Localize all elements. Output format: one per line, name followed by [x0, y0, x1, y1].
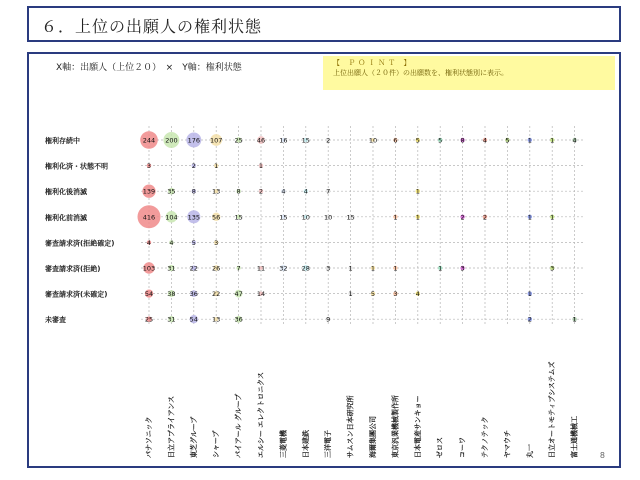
data-label: 31 [167, 315, 176, 324]
row-label: 審査請求済(未確定) [45, 290, 108, 299]
data-label: 54 [144, 290, 154, 299]
data-label: 1 [527, 136, 532, 145]
data-label: 16 [279, 136, 288, 145]
data-label: 5 [438, 136, 443, 145]
data-label: 3 [146, 162, 152, 171]
column-label: 日立アプライアンス [167, 395, 176, 458]
column-label: 海爾集團公司 [369, 416, 377, 458]
column-label: ゼロス [436, 437, 445, 458]
column-label: 富士通機械工 [570, 416, 579, 458]
column-label: 三菱電機 [279, 430, 288, 458]
column-label: 三洋電子 [324, 430, 333, 458]
data-label: 31 [167, 264, 176, 273]
data-label: 5 [370, 290, 376, 299]
data-label: 1 [527, 290, 532, 299]
bubble-chart [29, 54, 619, 466]
data-label: 6 [393, 136, 398, 145]
column-label: パイアール グループ [234, 393, 243, 458]
data-label: 1 [550, 136, 555, 145]
data-label: 10 [324, 213, 333, 222]
column-label: シャープ [212, 430, 221, 458]
column-label: 東芝グループ [189, 416, 198, 458]
data-label: 5 [505, 136, 510, 145]
data-label: 13 [212, 315, 221, 324]
data-label: 1 [415, 213, 420, 222]
data-label: 1 [550, 213, 555, 222]
row-label: 権利化前消滅 [45, 213, 87, 222]
data-label: 139 [142, 187, 156, 196]
data-label: 2 [460, 213, 465, 222]
data-label: 36 [189, 290, 198, 299]
data-label: 5 [191, 238, 196, 247]
column-label: エルシー エレクトロニクス [257, 371, 265, 458]
data-label: 2 [191, 162, 196, 171]
data-label: 22 [212, 290, 221, 299]
data-label: 4 [303, 187, 308, 196]
column-label: サムスン日本研究所 [346, 395, 355, 458]
point-heading: 【 ＰＯＩＮＴ 】 [333, 59, 414, 67]
data-label: 2 [527, 315, 532, 324]
data-label: 1 [572, 315, 577, 324]
data-label: 4 [572, 136, 577, 145]
data-label: 25 [234, 136, 243, 145]
row-label: 権利化済・状態不明 [45, 162, 108, 171]
data-label: 8 [236, 187, 241, 196]
data-label: 5 [415, 136, 420, 145]
data-label: 107 [209, 136, 223, 145]
data-label: 35 [167, 187, 176, 196]
data-label: 176 [187, 136, 201, 145]
axis-caption: X軸：出願人（上位２０） × Y軸：権利状態 [56, 63, 242, 73]
data-label: 15 [301, 136, 310, 145]
data-label: 2 [482, 213, 488, 222]
data-label: 2 [326, 136, 331, 145]
data-label: 104 [165, 213, 178, 222]
column-label: 日本電産サンキョー [413, 395, 422, 458]
data-label: 200 [165, 136, 178, 145]
data-label: 28 [301, 264, 310, 273]
column-label: 東京汎業機械製作所 [391, 395, 400, 458]
page-title: ６．上位の出願人の権利状態 [41, 17, 263, 36]
data-label: 244 [142, 136, 156, 145]
data-label: 26 [212, 264, 221, 273]
data-label: 1 [527, 213, 532, 222]
data-label: 3 [214, 238, 219, 247]
data-label: 14 [256, 290, 266, 299]
column-label: 丸一 [525, 444, 534, 458]
data-label: 1 [258, 162, 264, 171]
row-label: 審査請求済(拒絶) [45, 265, 101, 273]
column-label: ヤマウチ [503, 430, 512, 458]
data-label: 103 [142, 264, 156, 273]
data-label: 3 [326, 264, 331, 273]
point-body: 上位出願人（２０件）の出願数を、権利状態別に表示。 [333, 69, 508, 77]
data-label: 3 [393, 290, 398, 299]
data-label: 10 [301, 213, 310, 222]
data-label: 22 [189, 264, 198, 273]
data-label: 1 [348, 264, 353, 273]
column-label: 日立オートモティブシステムズ [548, 361, 557, 458]
column-label: パナソニック [145, 416, 153, 458]
row-label: 権利存続中 [45, 137, 80, 145]
column-label: テクノテック [481, 416, 489, 458]
page-number: 8 [599, 451, 605, 460]
data-label: 135 [187, 213, 201, 222]
data-label: 46 [256, 136, 266, 145]
data-label: 25 [144, 315, 154, 324]
data-label: 13 [212, 187, 221, 196]
data-label: 7 [326, 187, 331, 196]
data-label: 4 [482, 136, 488, 145]
data-label: 38 [167, 290, 176, 299]
data-label: 2 [258, 187, 264, 196]
data-label: 1 [438, 264, 443, 273]
data-label: 1 [393, 264, 398, 273]
data-label: 1 [393, 213, 398, 222]
data-label: 416 [142, 213, 156, 222]
data-label: 1 [415, 187, 420, 196]
row-label: 権利化後消滅 [45, 188, 87, 197]
data-label: 7 [236, 264, 241, 273]
data-label: 10 [368, 136, 378, 145]
data-label: 15 [279, 213, 288, 222]
data-label: 47 [234, 290, 243, 299]
data-label: 9 [326, 315, 331, 324]
column-label: コーワ [458, 437, 467, 458]
row-label: 未審査 [45, 316, 66, 325]
data-label: 4 [415, 290, 420, 299]
data-label: 56 [212, 213, 221, 222]
data-label: 3 [550, 264, 555, 273]
data-label: 1 [370, 264, 376, 273]
data-label: 32 [279, 264, 288, 273]
chart-panel [27, 52, 621, 468]
data-label: 3 [460, 264, 465, 273]
title-box [27, 6, 621, 42]
data-label: 15 [346, 213, 355, 222]
data-label: 4 [146, 238, 152, 247]
data-label: 8 [460, 136, 465, 145]
data-label: 36 [234, 315, 243, 324]
row-label: 審査請求済(拒絶確定) [45, 239, 115, 248]
data-label: 54 [189, 315, 198, 324]
data-label: 11 [256, 264, 266, 273]
data-label: 4 [281, 187, 286, 196]
data-label: 15 [234, 213, 243, 222]
data-label: 1 [348, 290, 353, 299]
data-label: 8 [191, 187, 196, 196]
column-label: 日本建鉄 [301, 430, 310, 458]
data-label: 1 [214, 162, 219, 171]
data-label: 4 [169, 238, 174, 247]
